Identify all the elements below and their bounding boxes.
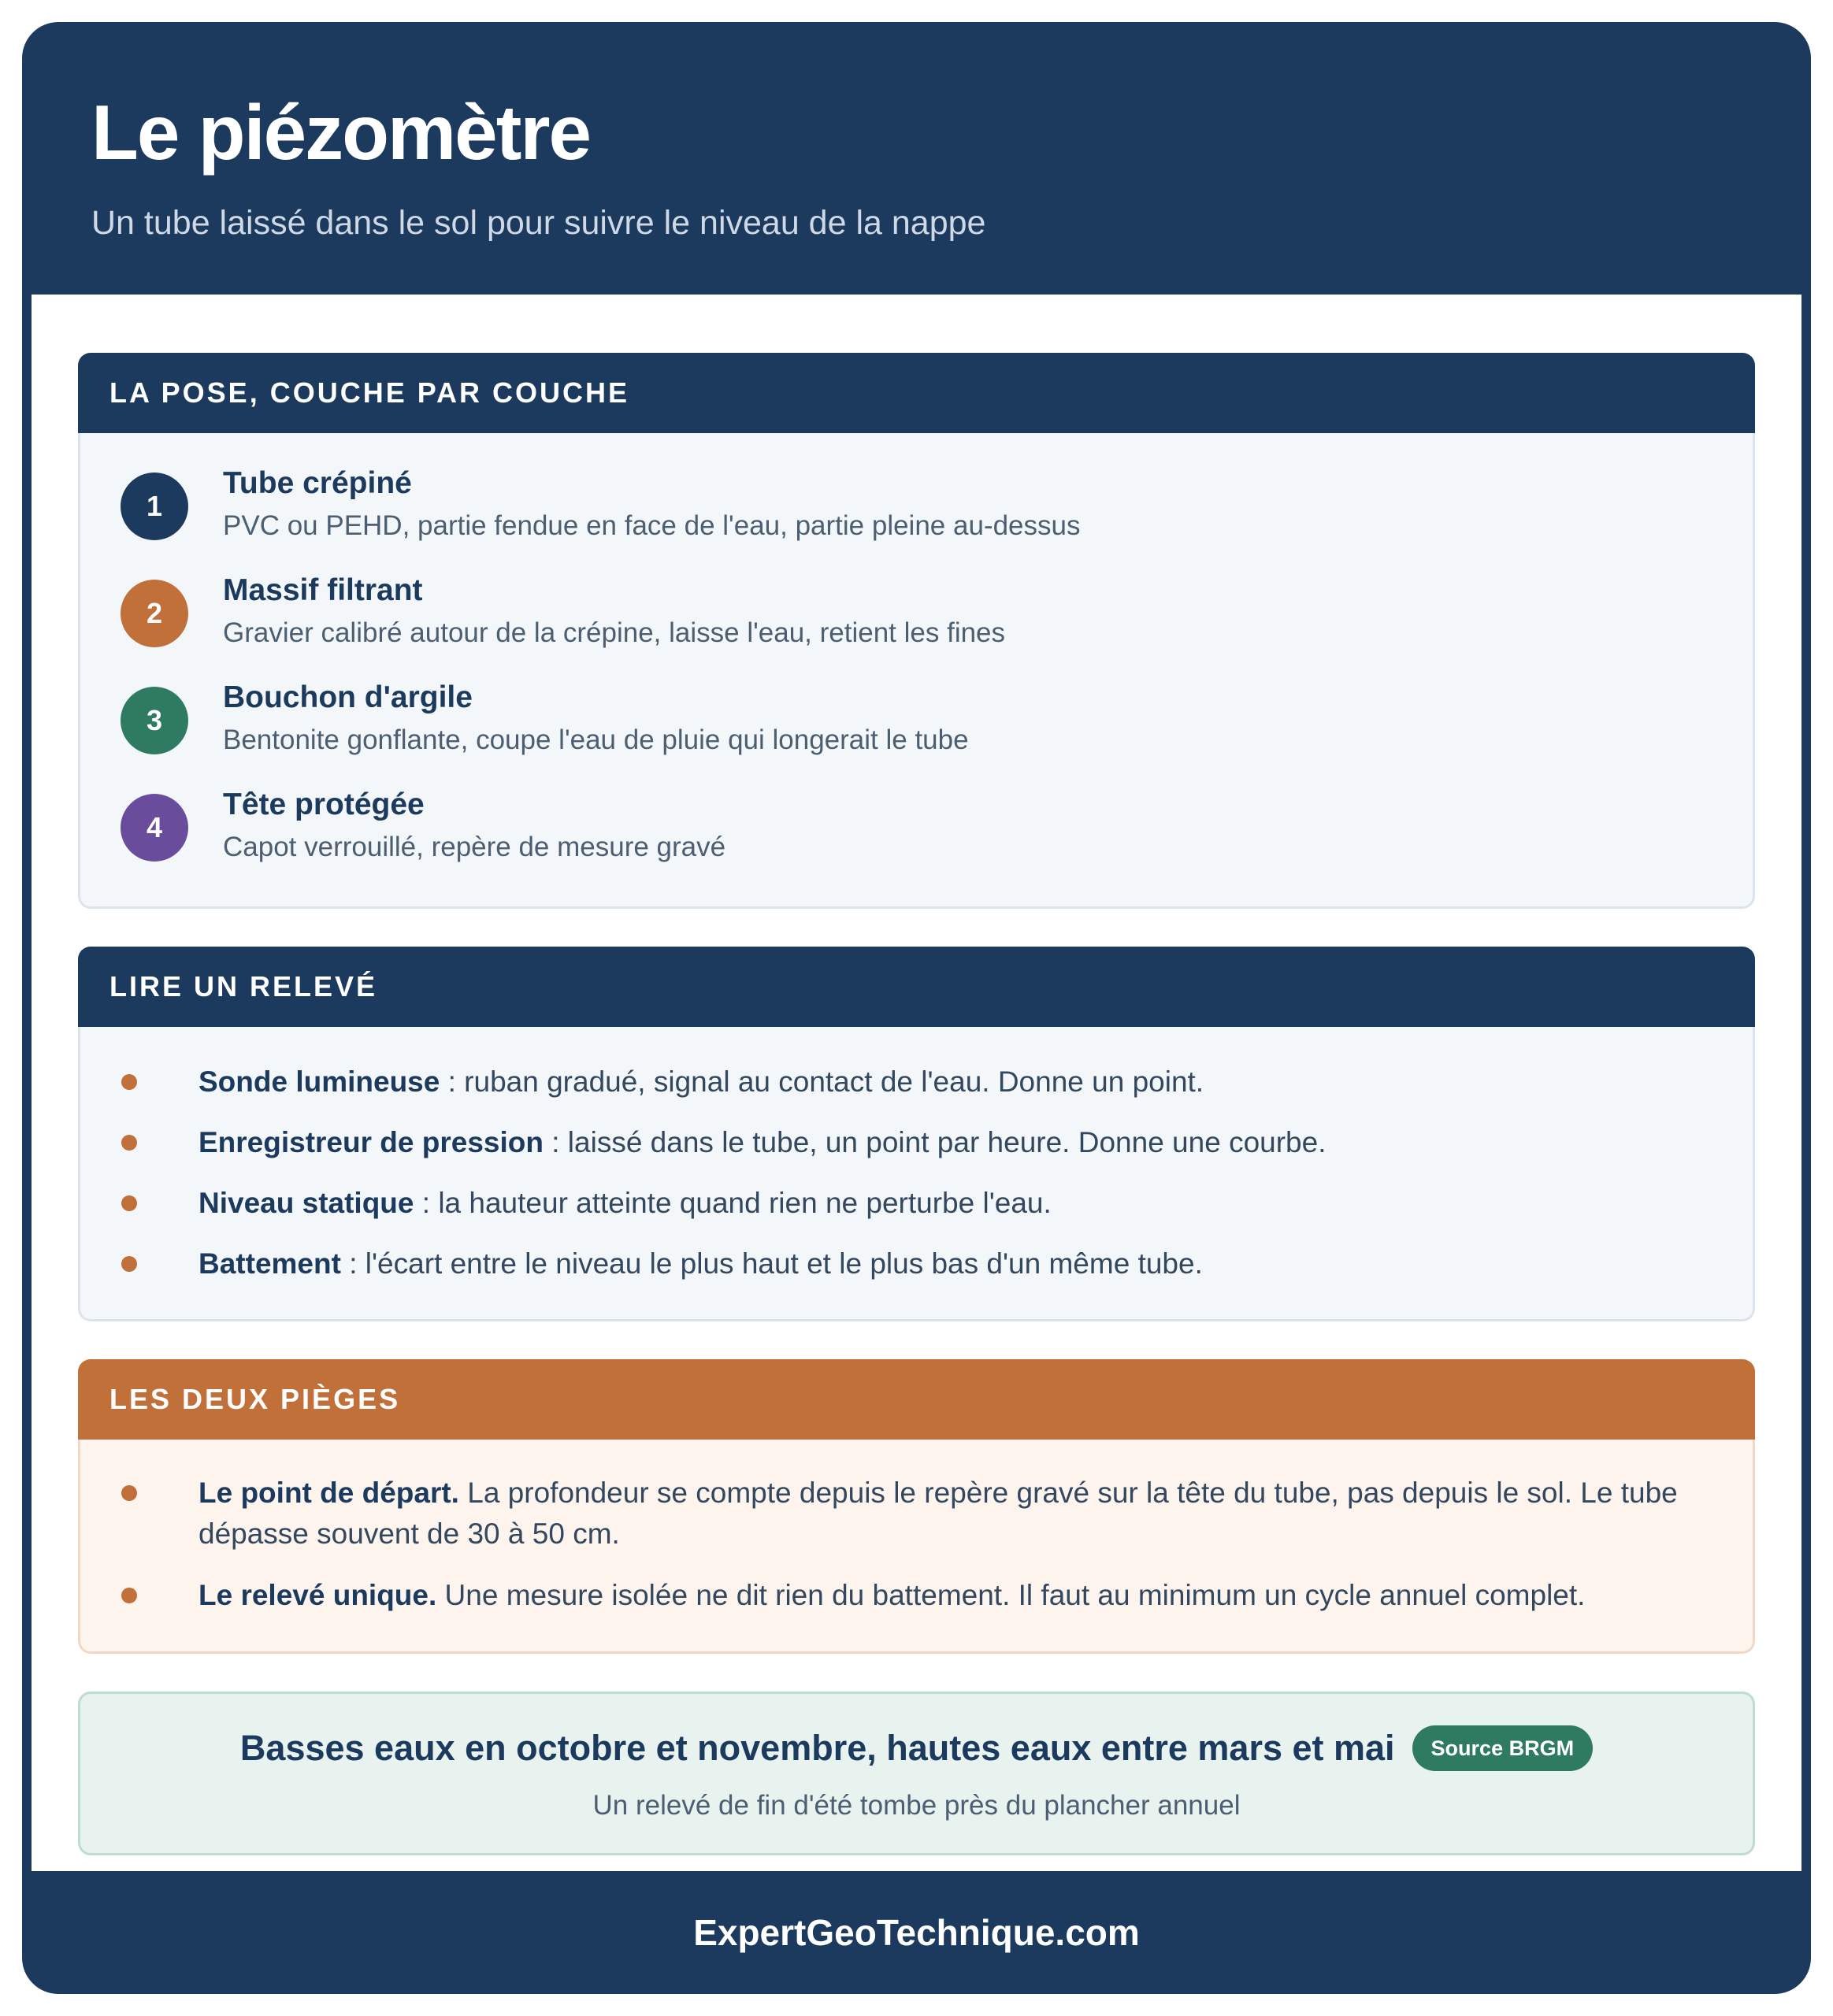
- list-item-text: Le point de départ. La profondeur se compte depuis le repère gravé sur la tête du tube, pas depuis le sol. Le tube dépasse souvent de 30 à 50 cm.: [199, 1477, 1678, 1550]
- section-heading: LES DEUX PIÈGES: [78, 1359, 1755, 1440]
- bullet-dot-icon: [121, 1588, 137, 1603]
- step-title: Tube crépiné: [223, 466, 412, 500]
- bullet-dot-icon: [121, 1195, 137, 1211]
- list-item-text: Battement : l'écart entre le niveau le plus haut et le plus bas d'un même tube.: [199, 1247, 1203, 1280]
- seasonal-note: [78, 1692, 1755, 1855]
- footer-site-name: ExpertGeoTechnique.com: [693, 1912, 1140, 1953]
- section-pose: [78, 353, 1755, 909]
- section-body: [78, 433, 1755, 909]
- step-title: Massif filtrant: [223, 573, 423, 607]
- section-body: [78, 1027, 1755, 1321]
- step-description: Gravier calibré autour de la crépine, laisse l'eau, retient les fines: [223, 617, 1006, 648]
- list-item-text: Enregistreur de pression : laissé dans le tube, un point par heure. Donne une courbe.: [199, 1126, 1327, 1158]
- content-area: [32, 295, 1801, 1871]
- step-number-badge: 3: [121, 687, 188, 754]
- bullet-dot-icon: [121, 1256, 137, 1272]
- list-item-term: Sonde lumineuse: [199, 1065, 440, 1098]
- list-item-text: Sonde lumineuse : ruban gradué, signal au contact de l'eau. Donne un point.: [199, 1065, 1204, 1098]
- list-item-term: Niveau statique: [199, 1187, 414, 1219]
- section-lire: [78, 947, 1755, 1321]
- list-item-term: Enregistreur de pression: [199, 1126, 544, 1158]
- note-title: Basses eaux en octobre et novembre, hautes eaux entre mars et mai: [239, 1728, 1395, 1768]
- infographic-card: [22, 22, 1811, 1994]
- bullet-dot-icon: [121, 1135, 137, 1151]
- bullet-dot-icon: [121, 1485, 137, 1501]
- note-subtitle: Un relevé de fin d'été tombe près du plancher annuel: [592, 1790, 1241, 1821]
- step-description: PVC ou PEHD, partie fendue en face de l'eau, partie pleine au-dessus: [223, 510, 1081, 541]
- page-title: Le piézomètre: [91, 89, 590, 176]
- step-title: Bouchon d'argile: [223, 680, 473, 714]
- page-subtitle: Un tube laissé dans le sol pour suivre le niveau de la nappe: [91, 204, 986, 242]
- section-body: [78, 1440, 1755, 1654]
- step-number-badge: 2: [121, 580, 188, 647]
- bullet-dot-icon: [121, 1074, 137, 1090]
- list-item-text: Niveau statique : la hauteur atteinte quand rien ne perturbe l'eau.: [199, 1187, 1052, 1219]
- step-number-badge: 1: [121, 472, 188, 540]
- section-heading: LA POSE, COUCHE PAR COUCHE: [78, 353, 1755, 433]
- list-item-term: Le point de départ.: [199, 1477, 459, 1509]
- step-description: Bentonite gonflante, coupe l'eau de pluie qui longerait le tube: [223, 724, 969, 755]
- section-heading: LIRE UN RELEVÉ: [78, 947, 1755, 1027]
- step-description: Capot verrouillé, repère de mesure gravé: [223, 832, 726, 862]
- list-item-text: Le relevé unique. Une mesure isolée ne dit rien du battement. Il faut au minimum un cycle annuel complet.: [199, 1579, 1586, 1611]
- section-pieges: [78, 1359, 1755, 1654]
- step-number-badge: 4: [121, 794, 188, 862]
- source-badge: Source BRGM: [1412, 1725, 1594, 1771]
- header: [22, 22, 1811, 295]
- footer: [22, 1871, 1811, 1994]
- note-headline: [80, 1725, 1753, 1771]
- list-item-term: Battement: [199, 1247, 341, 1280]
- list-item-term: Le relevé unique.: [199, 1579, 437, 1611]
- step-title: Tête protégée: [223, 788, 425, 821]
